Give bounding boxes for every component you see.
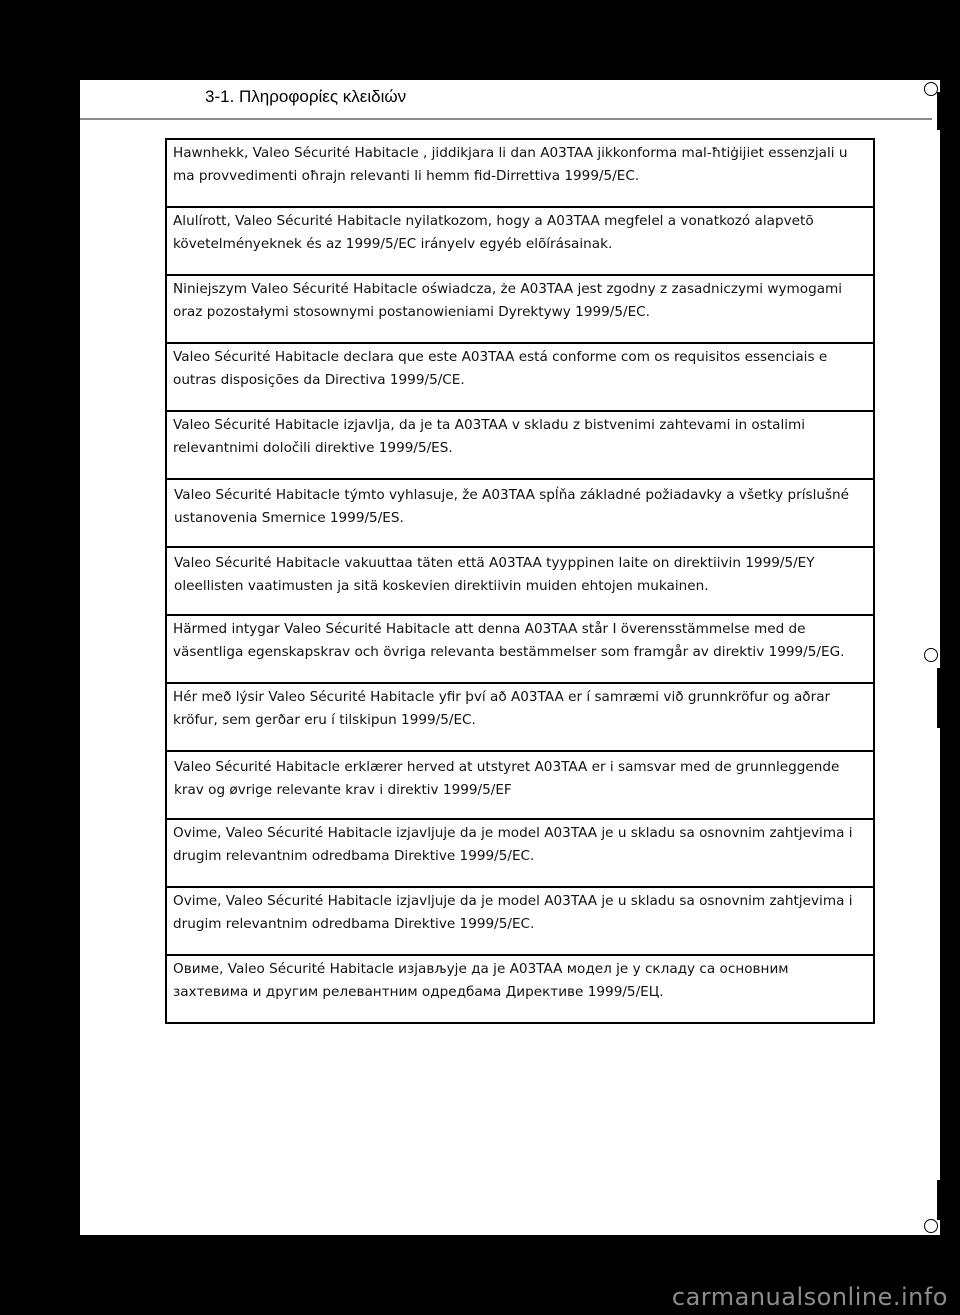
- declaration-cell-serbian: Овиме, Valeo Sécurité Habitacle изјављује да је A03TAA модел је у складу са основним захтевима и другим релевантним одредбама Директиве 1999/5/ЕЦ.: [167, 954, 873, 1022]
- declaration-cell-icelandic: Hér með lýsir Valeo Sécurité Habitacle yfir því að A03TAA er í samræmi við grunnkröfur og aðrar kröfur, sem gerðar eru í tilskipun 1999/5/EC.: [167, 682, 873, 750]
- declaration-cell-maltese: Hawnhekk, Valeo Sécurité Habitacle , jiddikjara li dan A03TAA jikkonforma mal-ħtiġijiet essenzjali u ma provvedimenti oħrajn relevanti li hemm fid-Dirrettiva 1999/5/EC.: [173, 145, 848, 184]
- page-edge-bar: [937, 668, 940, 728]
- declaration-cell-slovak: Valeo Sécurité Habitacle týmto vyhlasuje, že A03TAA spĺňa základné požiadavky a všetky príslušné ustanovenia Smernice 1999/5/ES.: [167, 478, 873, 546]
- header-divider: [80, 118, 932, 120]
- site-watermark: carmanualsonline.info: [671, 1283, 948, 1311]
- declaration-cell-hungarian: Alulírott, Valeo Sécurité Habitacle nyilatkozom, hogy a A03TAA megfelel a vonatkozó alapvetõ követelményeknek és az 1999/5/EC irányelv egyéb elõírásainak.: [167, 206, 873, 274]
- manual-page: [80, 80, 940, 1235]
- declaration-cell-portuguese: Valeo Sécurité Habitacle declara que este A03TAA está conforme com os requisitos essenciais e outras disposições da Directiva 1999/5/CE.: [167, 342, 873, 410]
- page-header-title: 3-1. Πληροφορίες κλειδιών: [205, 87, 407, 106]
- declaration-cell-bosnian: Ovime, Valeo Sécurité Habitacle izjavljuje da je model A03TAA je u skladu sa osnovnim zahtjevima i drugim relevantnim odredbama Direktive 1999/5/EC.: [167, 886, 873, 954]
- declaration-cell-swedish: Härmed intygar Valeo Sécurité Habitacle att denna A03TAA står I överensstämmelse med de väsentliga egenskapskrav och övriga relevanta bestämmelser som framgår av direktiv 1999/5/EG.: [167, 614, 873, 682]
- crop-mark-icon: [924, 82, 938, 96]
- page-edge-bar: [937, 92, 940, 130]
- declaration-cell-polish: Niniejszym Valeo Sécurité Habitacle oświadcza, że A03TAA jest zgodny z zasadniczymi wymogami oraz pozostałymi stosownymi postanowieniami Dyrektywy 1999/5/EC.: [167, 274, 873, 342]
- crop-mark-icon: [924, 1219, 938, 1233]
- declaration-cell-slovenian: Valeo Sécurité Habitacle izjavlja, da je ta A03TAA v skladu z bistvenimi zahtevami in ostalimi relevantnimi določili direktive 1999/5/ES.: [167, 410, 873, 478]
- page-edge-bar: [937, 1180, 940, 1220]
- declaration-cell-finnish: Valeo Sécurité Habitacle vakuuttaa täten että A03TAA tyyppinen laite on direktiivin 1999/5/EY oleellisten vaatimusten ja sitä koskevien direktiivin muiden ehtojen mukainen.: [167, 546, 873, 614]
- declaration-cell-norwegian: Valeo Sécurité Habitacle erklærer herved at utstyret A03TAA er i samsvar med de grunnleggende krav og øvrige relevante krav i direktiv 1999/5/EF: [167, 750, 873, 818]
- declarations-table: [165, 138, 875, 1024]
- declaration-cell-croatian: Ovime, Valeo Sécurité Habitacle izjavljuje da je model A03TAA je u skladu sa osnovnim zahtjevima i drugim relevantnim odredbama Direktive 1999/5/EC.: [167, 818, 873, 886]
- crop-mark-icon: [924, 648, 938, 662]
